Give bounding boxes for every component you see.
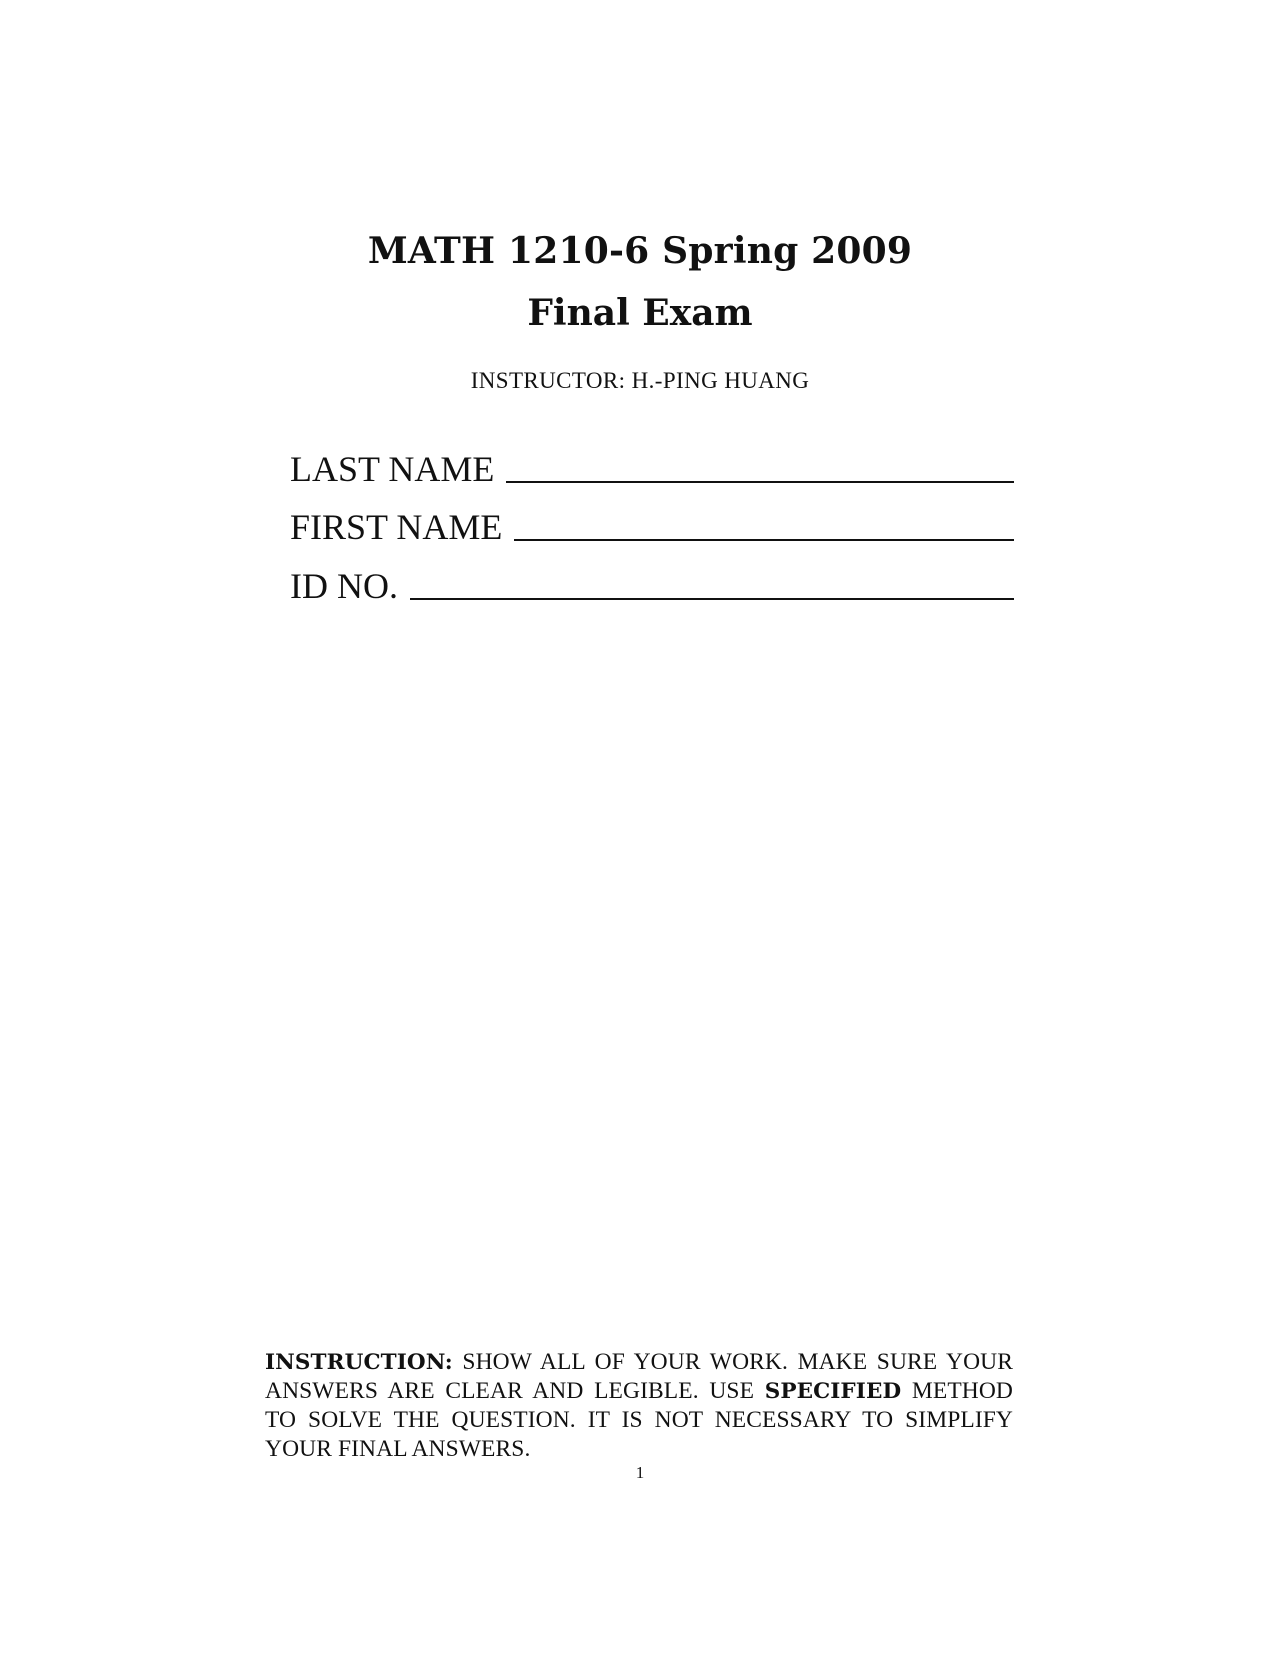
last-name-field: [290, 449, 1014, 489]
instructor-line: INSTRUCTOR: H.-PING HUANG: [470, 368, 810, 393]
id-number-label: ID NO.: [290, 566, 398, 606]
id-number-blank-line: [410, 597, 1014, 600]
course-title: MATH 1210-6 Spring 2009: [367, 230, 913, 272]
instruction-lead: INSTRUCTION:: [265, 1350, 453, 1375]
first-name-field: [290, 507, 1014, 547]
instruction-paragraph: [265, 1348, 1013, 1464]
page-number: 1: [635, 1463, 645, 1482]
exam-title: Final Exam: [527, 292, 753, 334]
last-name-label: LAST NAME: [290, 449, 495, 489]
first-name-blank-line: [514, 538, 1014, 541]
instruction-emphasis: SPECIFIED: [764, 1379, 902, 1404]
instruction-text-part-1: SHOW ALL OF YOUR WORK. MAKE SURE YOUR ANSWERS ARE CLEAR AND LEGIBLE. USE: [265, 1349, 1013, 1404]
first-name-label: FIRST NAME: [290, 507, 503, 547]
instruction-text-part-2: METHOD TO SOLVE THE QUESTION. IT IS NOT NECESSARY TO SIMPLIFY YOUR FINAL ANSWERS.: [265, 1378, 1013, 1462]
last-name-blank-line: [506, 480, 1014, 483]
id-number-field: [290, 566, 1014, 606]
